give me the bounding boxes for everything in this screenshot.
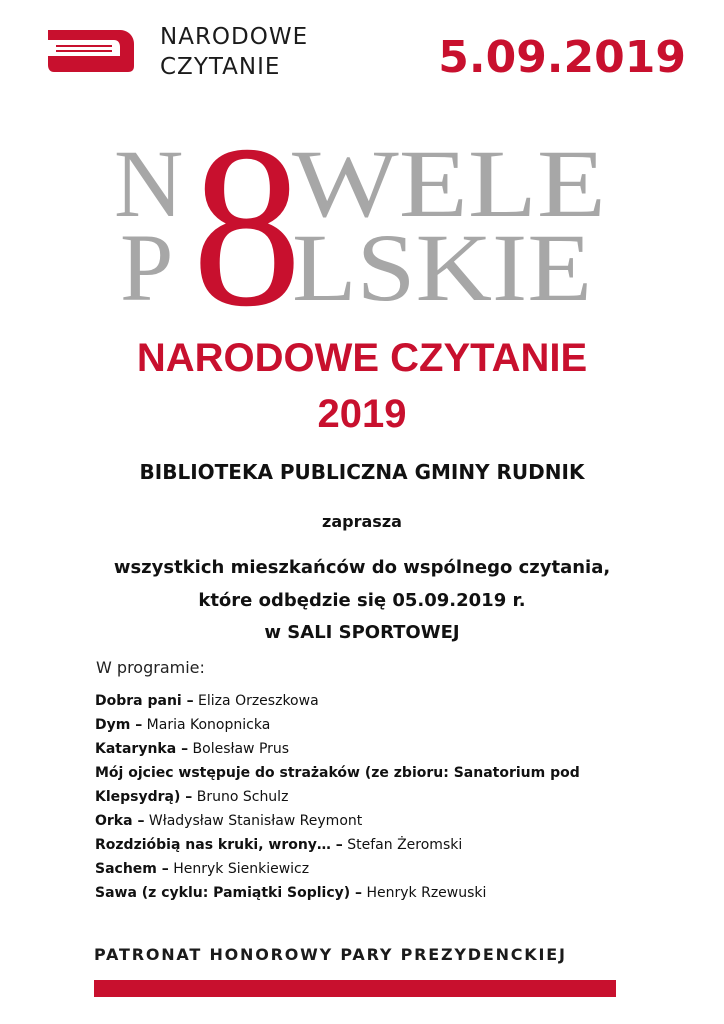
nowele-polskie-title [110,128,610,318]
program-item-title: Dym – [95,717,143,733]
program-list [95,689,580,905]
logo-line-1: NARODOWE [160,24,309,50]
invite-text: zaprasza [322,512,402,531]
program-item [95,833,580,857]
title-line1-left: N [114,130,184,237]
program-item-author: Władysław Stanisław Reymont [144,813,363,829]
program-item-author: Bruno Schulz [192,789,289,805]
program-item-title: Sawa (z cyklu: Pamiątki Soplicy) – [95,885,363,901]
logo-line-2: CZYTANIE [160,54,281,80]
program-item-author: Bolesław Prus [188,741,290,757]
program-item [95,737,580,761]
narodowe-czytanie-logo-icon [44,26,138,74]
program-item-title: Katarynka – [95,741,189,757]
headline-line-2: 2019 [317,392,407,436]
event-date: 5.09.2019 [438,32,686,83]
program-item-title: Rozdzióbią nas kruki, wrony… – [95,837,343,853]
program-item-author: Henryk Rzewuski [362,885,487,901]
program-item [95,761,580,785]
program-item-author: Maria Konopnicka [142,717,271,733]
program-item-author: Stefan Żeromski [342,837,463,853]
title-line1-right: WELE [292,130,606,237]
logo-wordmark [160,22,308,82]
title-line2-left: P [120,214,174,318]
program-item [95,809,580,833]
program-item-title: Orka – [95,813,145,829]
invitation-line-1: wszystkich mieszkańców do wspólnego czytania, [113,557,611,578]
program-item-author: Henryk Sienkiewicz [168,861,310,877]
program-item-title: Dobra pani – [95,693,194,709]
invitation-line-2: które odbędzie się 05.09.2019 r. [198,590,526,611]
program-item-author: Eliza Orzeszkowa [193,693,319,709]
program-item [95,689,580,713]
library-name: BIBLIOTEKA PUBLICZNA GMINY RUDNIK [139,460,585,484]
program-label: W programie: [96,658,205,677]
invitation-line-3: w SALI SPORTOWEJ [264,622,460,643]
headline-line-1: NARODOWE CZYTANIE [136,336,588,380]
program-item [95,713,580,737]
program-item-title: Klepsydrą) – [95,789,193,805]
title-numeral-eight: 8 [192,128,302,318]
program-item [95,785,580,809]
program-item-title: Sachem – [95,861,169,877]
title-line2-right: LSKIE [292,214,592,318]
program-item [95,881,580,905]
program-item [95,857,580,881]
patronage-line: PATRONAT HONOROWY PARY PREZYDENCKIEJ [94,945,567,964]
program-item-title: Mój ojciec wstępuje do strażaków (ze zbioru: Sanatorium pod [95,765,580,781]
footer-red-bar [94,980,616,997]
